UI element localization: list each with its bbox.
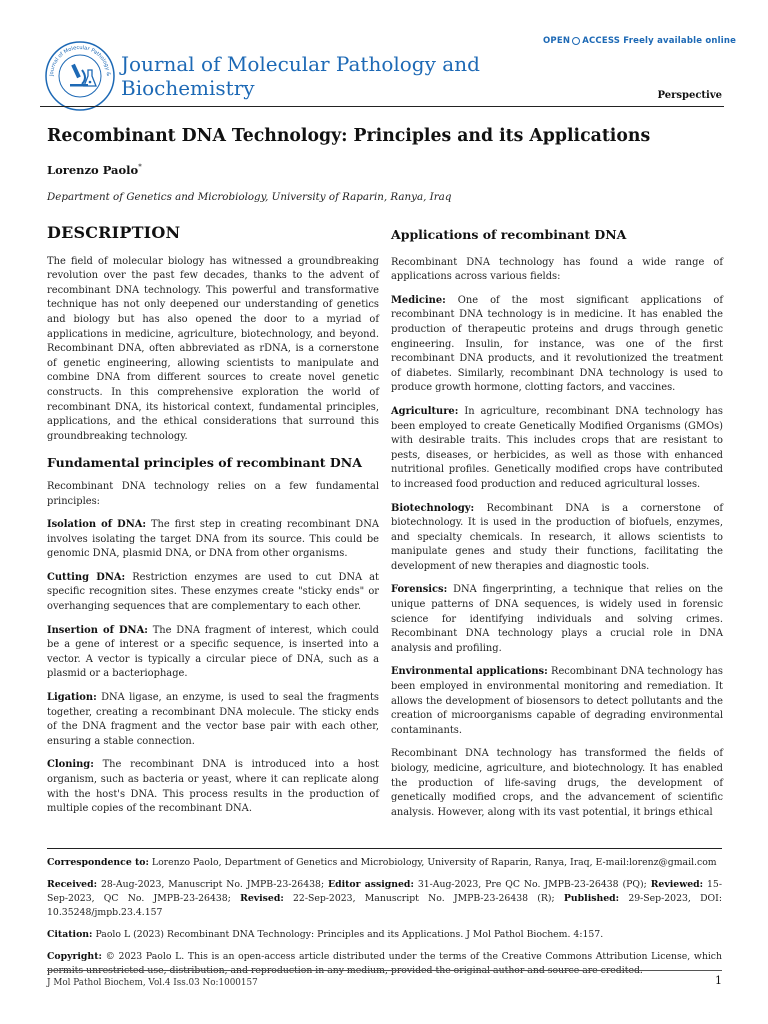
author-mark: * [138, 163, 142, 172]
principle-item: Ligation: DNA ligase, an enzyme, is used to seal the fragments together, creating a recombinant DNA molecule. The sticky ends of the DNA fragment and the vector base pair with each other, ensuring a stable connection. [47, 692, 379, 747]
open-access-post: ACCESS Freely available online [582, 36, 737, 46]
correspondence: Correspondence to: Lorenzo Paolo, Department of Genetics and Microbiology, University of Raparin, Ranya, Iraq, E-mail:lorenz@gmail.com [47, 857, 717, 868]
applications-intro: Recombinant DNA technology has found a wide range of applications across various fields: [391, 256, 723, 283]
copyright: Copyright: © 2023 Paolo L. This is an open-access article distributed under the terms of the Creative Commons Attribution License, which [47, 951, 722, 962]
journal-reference: J Mol Pathol Biochem, Vol.4 Iss.03 No:1000157 [47, 978, 258, 988]
subheading-principles: Fundamental principles of recombinant DNA [47, 455, 362, 471]
closing-paragraph: Recombinant DNA technology has transformed the fields of biology, medicine, agriculture, and biotechnology. It has enabled the production of life-saving drugs, the development of genetically modified crops, and the advancement of scientific analysis. However, along with its vast potential, it brings ethical [391, 748, 723, 818]
principle-item: Insertion of DNA: The DNA fragment of interest, which could be a gene of interest or a specific sequence, is inserted into a vector. A vector is typically a circular piece of DNA, such as a plasmid or a bacteriophage. [47, 624, 379, 680]
author-name: Lorenzo Paolo* [47, 163, 142, 177]
principle-item: Cloning: The recombinant DNA is introduced into a host organism, such as bacteria or yeast, where it can replicate along with the host's DNA. This process results in the production of multiple copies of the recombinant DNA. [47, 759, 380, 815]
journal-logo [44, 40, 116, 112]
principle-item: Cutting DNA: Restriction enzymes are used to cut DNA at specific recognition sites. These enzymes create "sticky ends" or overhanging sequences that are complementary to each other. [47, 571, 379, 613]
section-heading-description: DESCRIPTION [47, 223, 181, 242]
article-title: Recombinant DNA Technology: Principles and its Applications [47, 126, 651, 146]
open-access-pre: OPEN [543, 36, 571, 46]
affiliation: Department of Genetics and Microbiology, University of Raparin, Ranya, Iraq [47, 191, 452, 203]
article-type: Perspective [657, 90, 722, 101]
citation: Citation: Paolo L (2023) Recombinant DNA Technology: Principles and its Applications. J Mol Pathol Biochem. 4:157. [47, 929, 604, 940]
article-history: Received: 28-Aug-2023, Manuscript No. JMPB-23-26438; Editor assigned: 31-Aug-2023, Pre QC No. JMPB-23-26438 (PQ); Reviewed: 15-Sep-2023, QC No. JMPB-23-26438; Revised: 22-Sep-2023, Manuscript No. JMPB-23-26438 (R); Published: 29-Sep-2023, DOI: 10.35248/jmpb.23.4.157 [47, 879, 722, 918]
left-column [47, 223, 380, 826]
header-divider [40, 106, 724, 107]
intro-paragraph: The field of molecular biology has witnessed a groundbreaking revolution over the past few decades, thanks to the advent of recombinant DNA technology. This powerful and transformative technique has not only deepened our understanding of genetics and biology but has also opened the door to a myriad of applications in medicine, agriculture, biotechnology, and beyond. Recombinant DNA, often abbreviated as rDNA, is a cornerstone of genetic engineering, allowing scientists to manipulate and combine DNA from different sources to create novel genetic constructs. In this comprehensive exploration the world of recombinant DNA, its historical context, fundamental principles, applications, and the ethical considerations that surround this groundbreaking technology. [47, 255, 379, 442]
application-item: Biotechnology: Recombinant DNA is a cornerstone of biotechnology. It is used in the production of biofuels, enzymes, and specialty chemicals. In research, it allows scientists to manipulate genes and study their functions, facilitating the development of new therapies and diagnostic tools. [391, 502, 723, 572]
right-column [391, 226, 723, 829]
logo-ring-text: Journal of Molecular Pathology & [48, 44, 112, 77]
principles-intro: Recombinant DNA technology relies on a few fundamental principles: [47, 480, 379, 507]
footer-divider [47, 848, 722, 849]
page-footer-divider [47, 970, 722, 971]
application-item: Environmental applications: Recombinant DNA technology has been employed in environmental monitoring and remediation. It allows the development of biosensors to detect pollutants and the creation of microorganisms capable of degrading environmental contaminants. [391, 666, 724, 736]
article-footer [47, 856, 722, 986]
subheading-applications: Applications of recombinant DNA [391, 227, 627, 242]
application-item: Forensics: DNA fingerprinting, a technique that relies on the unique patterns of DNA sequences, is widely used in forensic science for identifying individuals and solving crimes. Recombinant DNA technology plays a crucial role in DNA analysis and profiling. [391, 584, 723, 654]
application-item: Agriculture: In agriculture, recombinant DNA technology has been employed to create Genetically Modified Organisms (GMOs) with desirable traits. This includes crops that are resistant to pests, diseases, or herbicides, as well as those with enhanced nutritional profiles. Genetically modified crops have contributed to increased food production and reduced agricultural losses. [391, 405, 724, 490]
open-access-lock-icon [572, 37, 580, 45]
journal-title: Journal of Molecular Pathology and Biochemistry [121, 52, 480, 100]
application-item: Medicine: One of the most significant applications of recombinant DNA technology is in medicine. It has enabled the production of therapeutic proteins and drugs through genetic engineering. Insulin, for instance, was one of the first recombinant DNA products, and it revolutionized the treatment of diabetes. Similarly, recombinant DNA technology is used to produce growth hormone, clotting factors, and vaccines. [391, 294, 724, 394]
open-access-banner [543, 36, 737, 46]
page-number: 1 [715, 974, 722, 987]
principle-item: Isolation of DNA: The first step in creating recombinant DNA involves isolating the target DNA from its source. This could be genomic DNA, plasmid DNA, or DNA from other organisms. [47, 519, 379, 560]
